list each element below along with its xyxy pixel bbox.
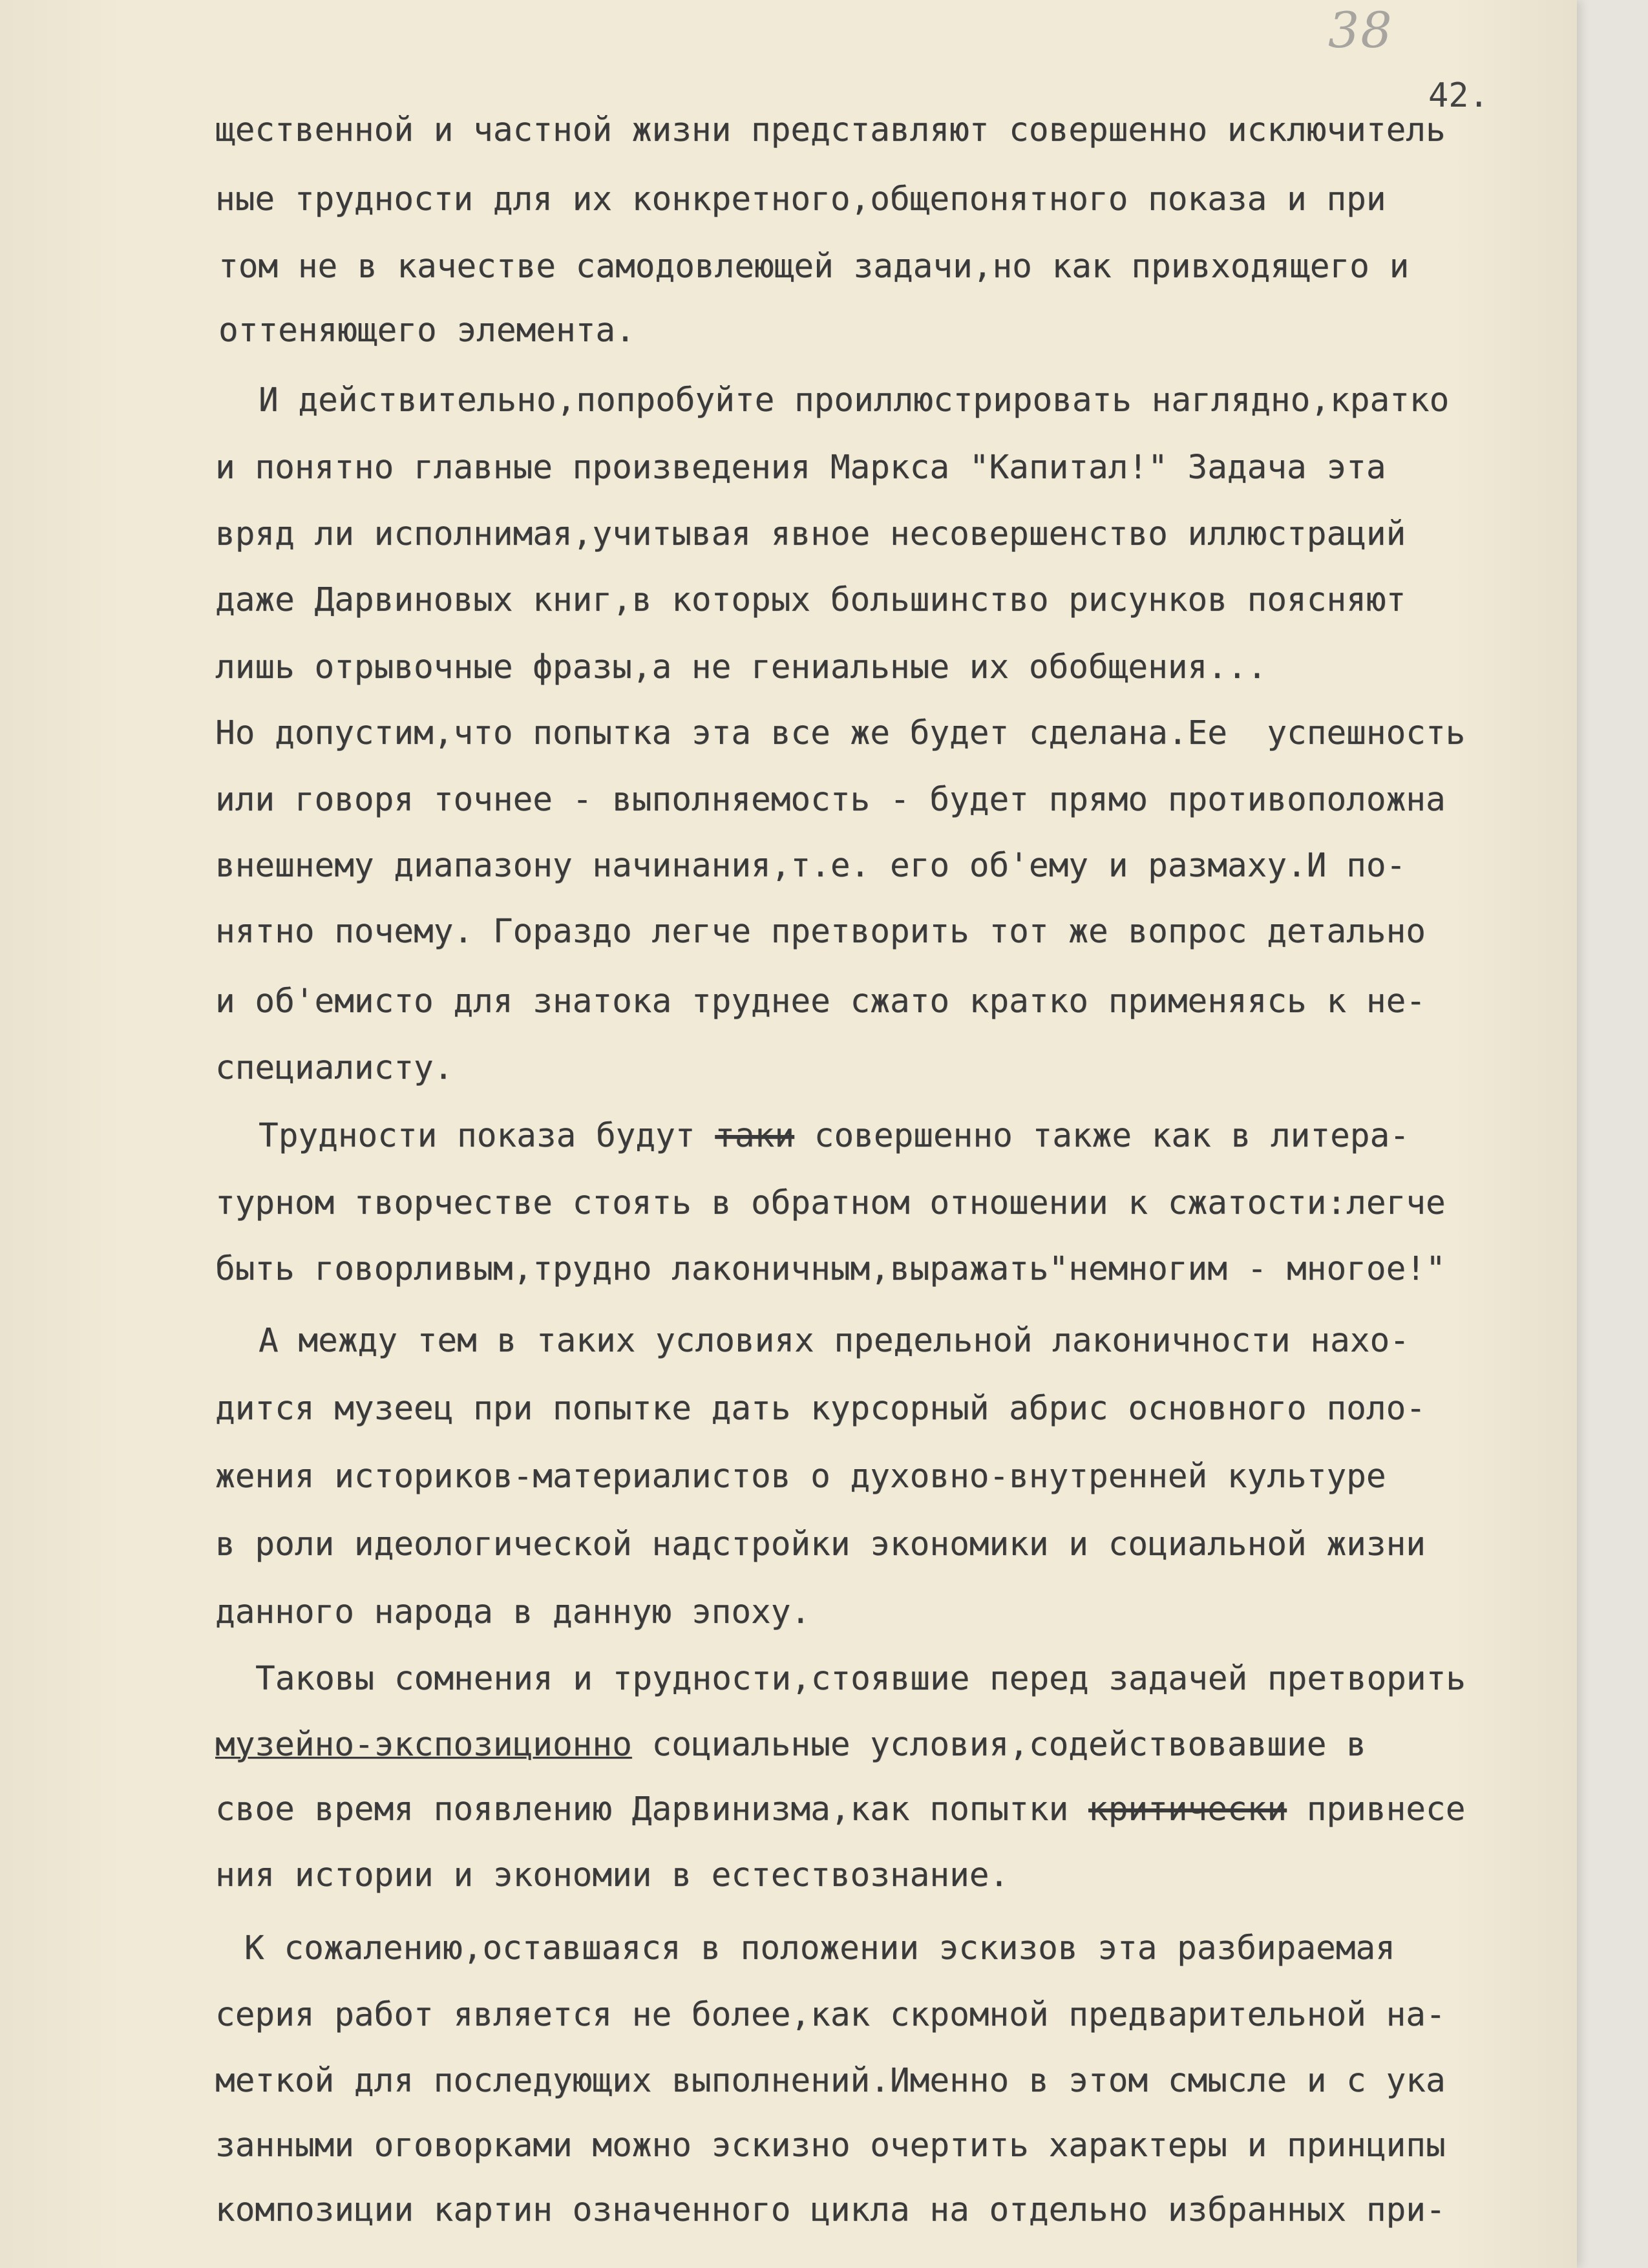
text-segment: свое время появлению Дарвинизма,как попытки (215, 1790, 1089, 1828)
text-line: или говоря точнее - выполняемость - будет прямо противоположна (215, 781, 1446, 819)
text-line (259, 1117, 1410, 1156)
text-line: специалисту. (215, 1049, 454, 1087)
text-line (215, 1790, 1465, 1829)
text-line: ния истории и экономии в естествознание. (215, 1856, 1009, 1894)
struck-word: таки (715, 1117, 795, 1155)
text-segment: Трудности показа будут (259, 1117, 715, 1155)
struck-word: критически (1088, 1790, 1287, 1828)
text-line: турном творчестве стоять в обратном отношении к сжатости:легче (215, 1184, 1446, 1222)
text-segment: социальные условия,содействовавшие в (631, 1726, 1366, 1764)
underlined-phrase: музейно-экспозиционно (215, 1726, 632, 1764)
text-line: жения историков-материалистов о духовно-внутренней культуре (215, 1457, 1386, 1496)
text-line: и об'емисто для знатока труднее сжато кратко применяясь к не- (215, 982, 1426, 1021)
text-line: занными оговорками можно эскизно очертить характеры и принципы (215, 2126, 1446, 2165)
text-line: быть говорливым,трудно лаконичным,выражать"немногим - многое!" (215, 1250, 1446, 1288)
text-line: лишь отрывочные фразы,а не гениальные их обобщения... (215, 648, 1267, 686)
text-line: данного народа в данную эпоху. (215, 1593, 811, 1631)
text-line (215, 1726, 1366, 1765)
text-line: внешнему диапазону начинания,т.е. его об'ему и размаху.И по- (215, 847, 1406, 885)
text-line: вряд ли исполнимая,учитывая явное несовершенство иллюстраций (215, 515, 1406, 553)
text-line: оттеняющего элемента. (218, 312, 635, 350)
text-line: том не в качестве самодовлеющей задачи,но как привходящего и (218, 248, 1410, 286)
text-line: Таковы сомнения и трудности,стоявшие перед задачей претворить (255, 1660, 1466, 1698)
text-line: серия работ является не более,как скромной предварительной на- (215, 1996, 1446, 2034)
text-line: щественной и частной жизни представляют совершенно исключитель (215, 111, 1446, 149)
text-line: композиции картин означенного цикла на отдельно избранных при- (215, 2191, 1446, 2229)
text-segment: привнесе (1287, 1790, 1466, 1828)
text-line: меткой для последующих выполнений.Именно в этом смысле и с ука (215, 2062, 1446, 2100)
text-line: даже Дарвиновых книг,в которых большинство рисунков поясняют (215, 581, 1406, 619)
archive-page-number: 38 (1328, 1, 1393, 59)
text-line: К сожалению,оставшаяся в положении эскизов эта разбираемая (244, 1929, 1395, 1967)
page-number: 42. (1428, 76, 1489, 115)
text-line: ные трудности для их конкретного,общепонятного показа и при (215, 180, 1386, 218)
text-line: и понятно главные произведения Маркса "Капитал!" Задача эта (215, 449, 1386, 487)
text-line: нятно почему. Гораздо легче претворить тот же вопрос детально (215, 913, 1426, 951)
text-segment: совершенно также как в литера- (794, 1117, 1410, 1155)
text-line: дится музеец при попытке дать курсорный абрис основного поло- (215, 1390, 1426, 1428)
text-line: в роли идеологической надстройки экономики и социальной жизни (215, 1525, 1426, 1563)
text-line: Но допустим,что попытка эта все же будет сделана.Ее успешность (215, 714, 1466, 752)
text-line: А между тем в таких условиях предельной лаконичности нахо- (259, 1322, 1410, 1360)
text-line: И действительно,попробуйте проиллюстрировать наглядно,кратко (259, 381, 1450, 419)
